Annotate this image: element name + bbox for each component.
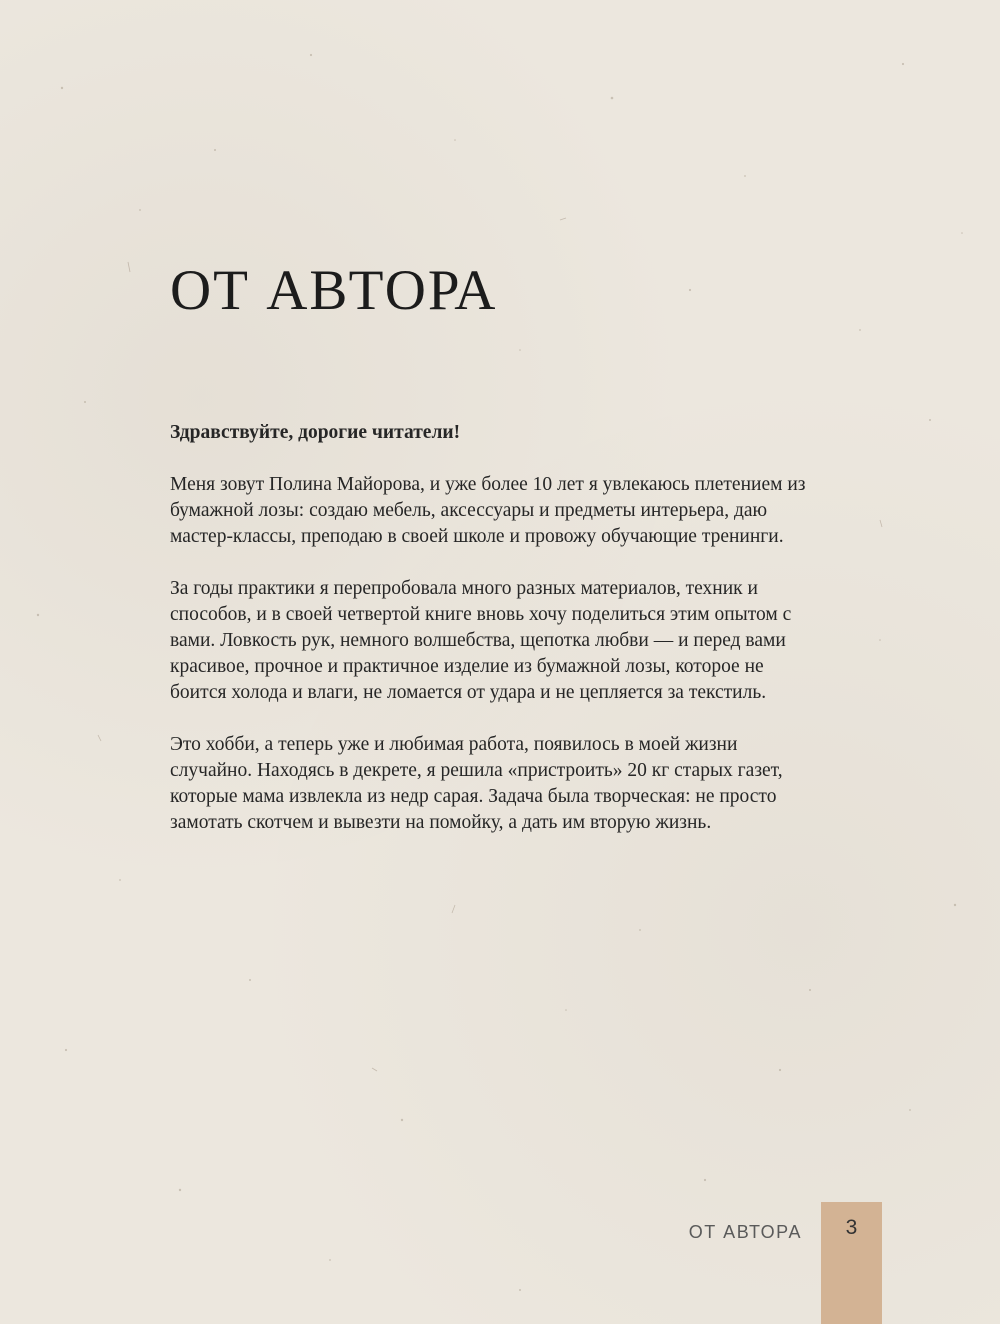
running-footer-section: ОТ АВТОРА: [688, 1222, 802, 1242]
paragraph-1: Меня зовут Полина Майорова, и уже более 10 лет я увлекаюсь плетением из бумажной лозы: создаю мебель, аксессуары и предметы интерьера, даю мастер-классы, преподаю в своей школе и провожу обучающие тренинги.: [170, 474, 806, 547]
paragraph-2: За годы практики я перепробовала много разных материалов, техник и способов, и в своей четвертой книге вновь хочу поделиться этим опытом с вами. Ловкость рук, немного волшебства, щепотка любви — и перед вами красивое, прочное и практичное изделие из бумажной лозы, которое не боится холода и влаги, не ломается от удара и не цепляется за текстиль.: [170, 578, 792, 703]
paragraph-3: Это хобби, а теперь уже и любимая работа, появилось в моей жизни случайно. Находясь в декрете, я решила «пристроить» 20 кг старых газет, которые мама извлекла из недр сарая. Задача была творческая: не просто замотать скотчем и вывезти на помойку, а дать им вторую жизнь.: [170, 734, 783, 833]
page-number: 3: [845, 1216, 858, 1239]
page-title: ОТ АВТОРА: [170, 259, 498, 322]
body-text: [170, 420, 810, 862]
greeting: Здравствуйте, дорогие читатели!: [170, 422, 461, 443]
page-number-tab: [821, 1202, 882, 1324]
